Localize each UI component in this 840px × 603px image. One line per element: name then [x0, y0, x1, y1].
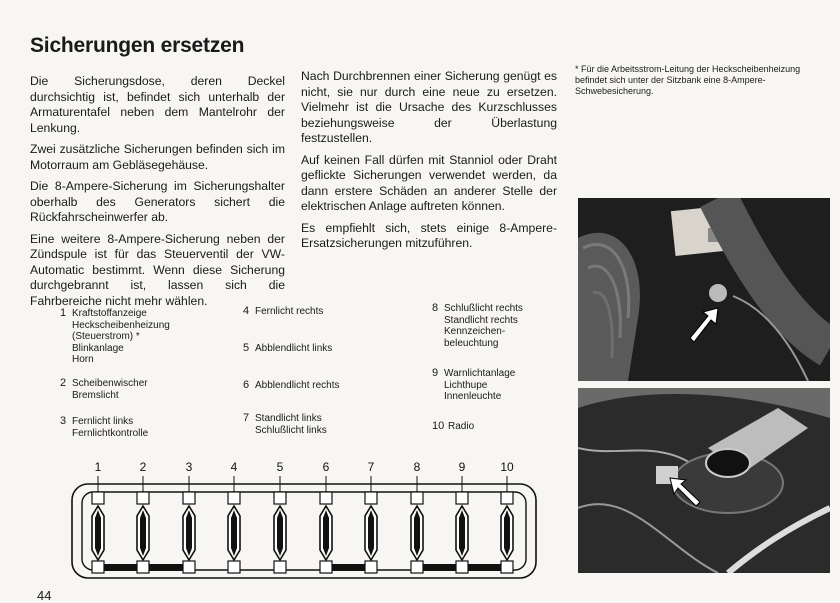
- fuse-element: [368, 510, 374, 556]
- paragraph: Eine weitere 8-Ampere-Sicherung neben der Zündspule ist für das Steuerventil der VW-Automatic bestimmt. Wenn diese Sicherung durchgebrannt ist, lassen sich die Fahrbereiche nicht mehr wählen.: [30, 231, 285, 308]
- fuse-number-label: 1: [94, 460, 102, 474]
- bus-bar: [332, 564, 365, 571]
- fuse-terminal-bottom: [92, 561, 104, 573]
- paragraph: Auf keinen Fall dürfen mit Stanniol oder Draht geflickte Sicherungen verwendet werden, da dann erstere Schäden an anderer Stelle der elektrischen Anlage auftreten können.: [301, 152, 557, 213]
- fuse-element: [95, 510, 101, 556]
- footnote: * Für die Arbeitsstrom-Leitung der Heckscheibenheizung befindet sich unter der Sitzbank eine 8-Ampere-Schwebesicherung.: [575, 64, 801, 96]
- fuse-number-label: 4: [230, 460, 238, 474]
- bus-bar: [468, 564, 501, 571]
- paragraph: Es empfiehlt sich, stets einige 8-Ampere-Ersatzsicherungen mitzuführen.: [301, 220, 557, 250]
- bus-bar: [149, 564, 183, 571]
- legend-number: 4: [243, 305, 250, 317]
- legend-number: 5: [243, 342, 250, 354]
- paragraph: Nach Durchbrennen einer Sicherung genügt es nicht, sie nur durch eine neue zu ersetzen. Vielmehr ist die Ursache des Kurzschlusses beziehungsweise der Überlastung festzustellen.: [301, 69, 557, 145]
- fuse-terminal-bottom: [137, 561, 149, 573]
- fuse-element: [277, 510, 283, 556]
- legend-number: 9: [432, 367, 439, 379]
- fuse-terminal-top: [411, 492, 423, 504]
- fuse-terminal-top: [228, 492, 240, 504]
- fuse-terminal-bottom: [320, 561, 332, 573]
- fuse-terminal-bottom: [183, 561, 195, 573]
- fuse-terminal-top: [183, 492, 195, 504]
- legend-text: Fernlicht links Fernlichtkontrolle: [72, 416, 149, 439]
- legend-text: Standlicht links Schlußlicht links: [255, 413, 327, 436]
- fuse-number-label: 3: [185, 460, 193, 474]
- fuse-element: [323, 510, 329, 556]
- fuse-number-label: 6: [322, 460, 330, 474]
- legend-text: Schlußlicht rechts Standlicht rechts Kennzeichen- beleuchtung: [444, 303, 523, 349]
- fuse-terminal-top: [365, 492, 377, 504]
- fuse-number-label: 2: [139, 460, 147, 474]
- fuse-element: [186, 510, 192, 556]
- fuse-number-label: 10: [500, 460, 514, 474]
- legend-text: Kraftstoffanzeige Heckscheibenheizung (Steuerstrom) * Blinkanlage Horn: [72, 308, 170, 365]
- fuse-element: [459, 510, 465, 556]
- fuse-element: [231, 510, 237, 556]
- fuse-terminal-top: [320, 492, 332, 504]
- bus-bar: [104, 564, 137, 571]
- paragraph: Die 8-Ampere-Sicherung im Sicherungshalter oberhalb des Generators sichert die Rückfahrscheinwerfer ab.: [30, 179, 285, 224]
- legend-number: 2: [60, 377, 67, 389]
- bus-bar: [423, 564, 456, 571]
- fuse-terminal-top: [274, 492, 286, 504]
- fuse-terminal-bottom: [501, 561, 513, 573]
- legend-text: Warnlichtanlage Lichthupe Innenleuchte: [444, 368, 516, 402]
- fuse-terminal-top: [92, 492, 104, 504]
- fuse-terminal-bottom: [274, 561, 286, 573]
- legend-text: Abblendlicht rechts: [255, 380, 340, 391]
- legend-text: Scheibenwischer Bremslicht: [72, 378, 148, 401]
- paragraph: Zwei zusätzliche Sicherungen befinden sich im Motorraum am Gebläsegehäuse.: [30, 142, 285, 172]
- fuse-terminal-top: [501, 492, 513, 504]
- legend-number: 1: [60, 307, 67, 319]
- fuse-terminal-bottom: [411, 561, 423, 573]
- legend-number: 3: [60, 415, 67, 427]
- page-number: 44: [37, 588, 52, 603]
- fuse-element: [140, 510, 146, 556]
- fuse-element: [414, 510, 420, 556]
- fuse-terminal-bottom: [456, 561, 468, 573]
- fuse-number-label: 9: [458, 460, 466, 474]
- legend-number: 7: [243, 412, 250, 424]
- fuse-terminal-bottom: [228, 561, 240, 573]
- legend-number: 6: [243, 379, 250, 391]
- legend-number: 8: [432, 302, 439, 314]
- fuse-terminal-top: [456, 492, 468, 504]
- fuse-terminal-top: [137, 492, 149, 504]
- legend-text: Radio: [448, 421, 475, 432]
- fuse-number-label: 5: [276, 460, 284, 474]
- legend-text: Abblendlicht links: [255, 343, 333, 354]
- fuse-element: [504, 510, 510, 556]
- fuse-terminal-bottom: [365, 561, 377, 573]
- paragraph: Die Sicherungsdose, deren Deckel durchsichtig ist, befindet sich unterhalb der Armaturentafel neben dem Mantelrohr der Lenkung.: [30, 74, 285, 135]
- legend-text: Fernlicht rechts: [255, 306, 324, 317]
- fuse-number-label: 8: [413, 460, 421, 474]
- page-title: Sicherungen ersetzen: [30, 34, 245, 57]
- fuse-number-label: 7: [367, 460, 375, 474]
- legend-number: 10: [432, 420, 445, 432]
